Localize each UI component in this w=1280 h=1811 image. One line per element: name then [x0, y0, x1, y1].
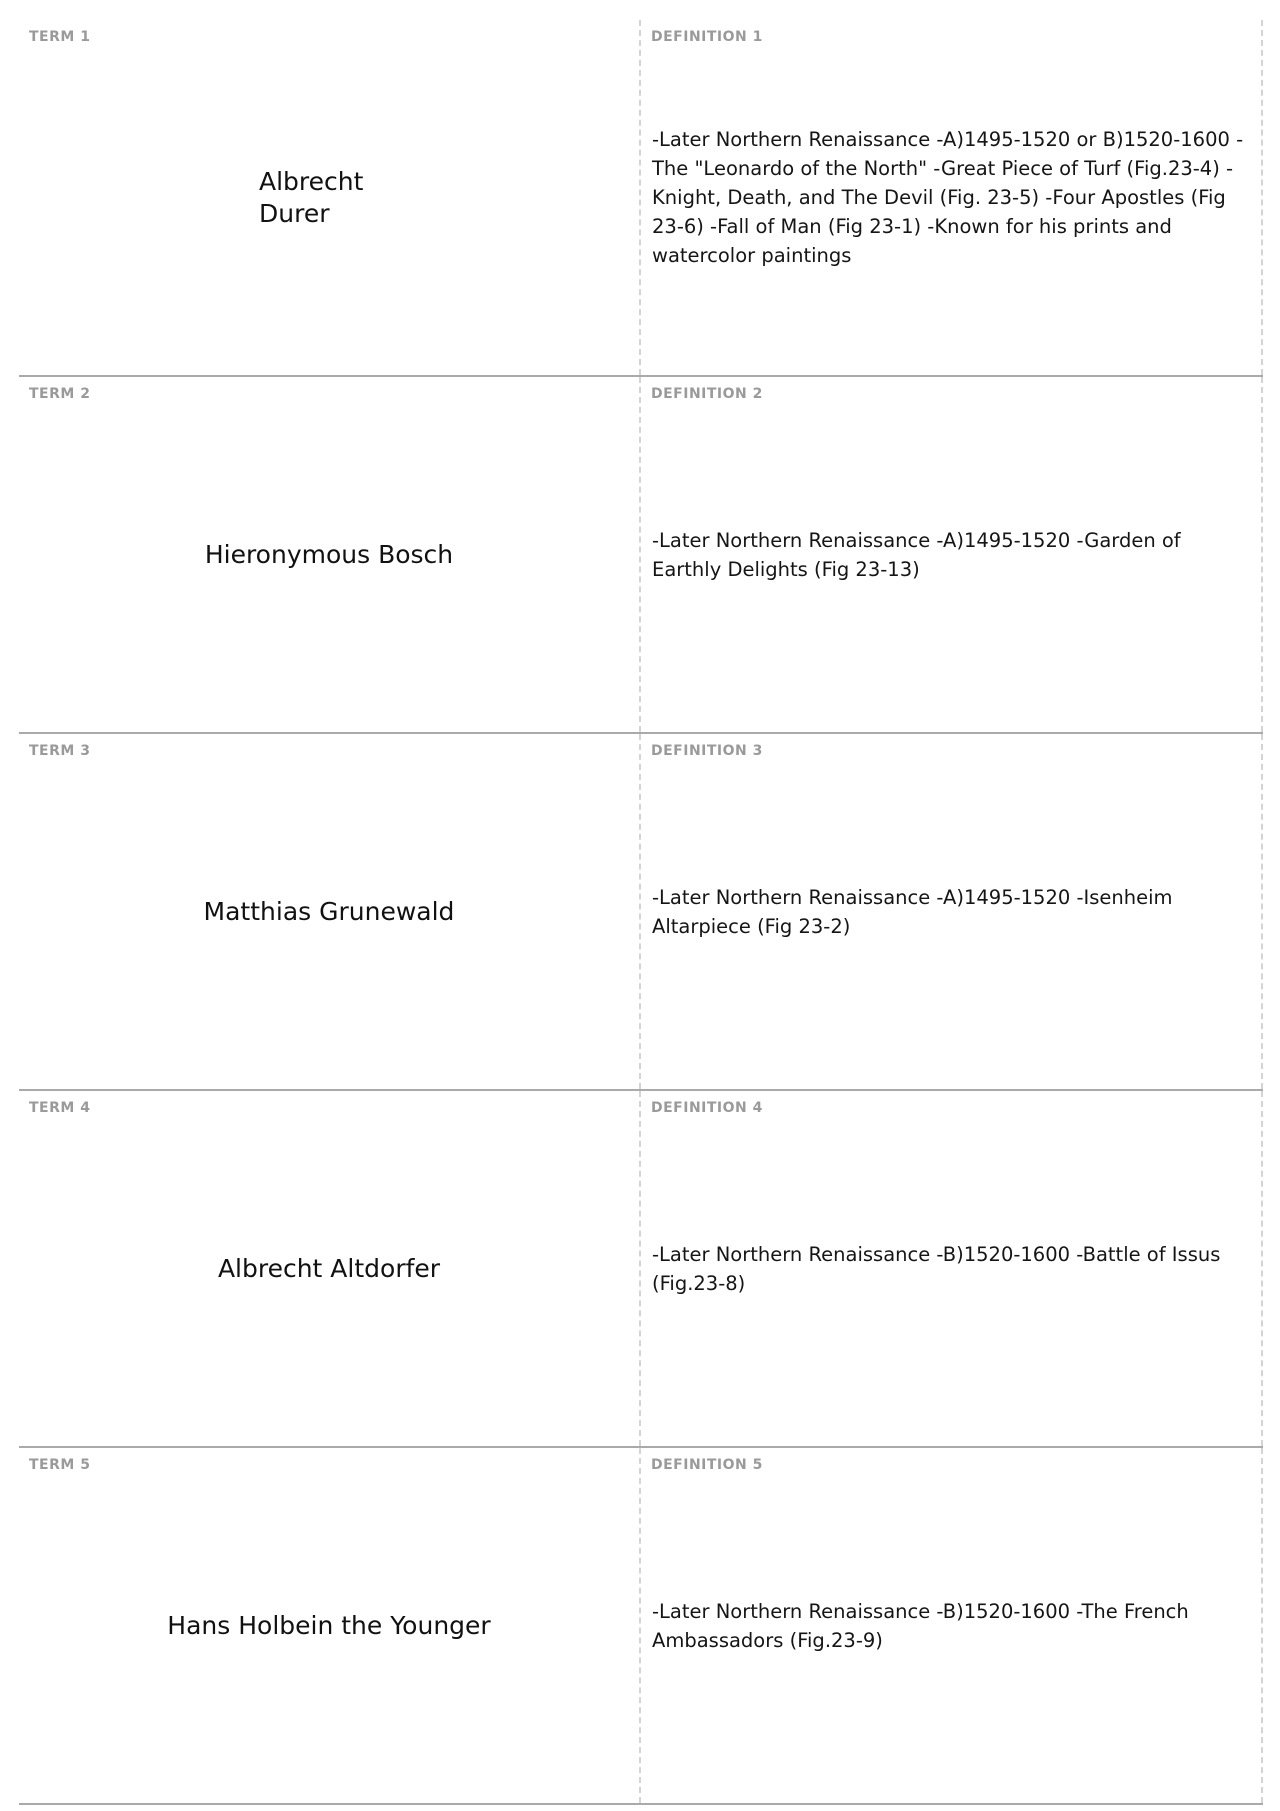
- flashcard-1: [19, 20, 1263, 377]
- definition-label: DEFINITION 1: [651, 29, 763, 45]
- definition-text: -Later Northern Renaissance -A)1495-1520 -Isenheim Altarpiece (Fig 23-2): [652, 885, 1173, 938]
- definition-text: -Later Northern Renaissance -B)1520-1600 -The French Ambassadors (Fig.23-9): [652, 1599, 1189, 1652]
- definition-cell-3: [641, 734, 1263, 1089]
- term-text: Albrecht Altdorfer: [217, 1253, 441, 1283]
- definition-text-wrapper: [641, 734, 1261, 1089]
- term-text: Hans Holbein the Younger: [167, 1610, 491, 1640]
- term-text: Matthias Grunewald: [203, 896, 455, 926]
- flashcard-sheet: [19, 20, 1263, 1805]
- definition-text: -Later Northern Renaissance -A)1495-1520 -Garden of Earthly Delights (Fig 23-13): [652, 528, 1181, 581]
- definition-text-wrapper: [641, 20, 1261, 375]
- flashcard-3: [19, 734, 1263, 1091]
- flashcard-4: [19, 1091, 1263, 1448]
- definition-cell-4: [641, 1091, 1263, 1446]
- definition-text-wrapper: [641, 377, 1261, 732]
- definition-text-wrapper: [641, 1091, 1261, 1446]
- term-text: Hieronymous Bosch: [204, 539, 454, 569]
- term-text-wrapper: [19, 20, 639, 375]
- definition-text: -Later Northern Renaissance -B)1520-1600 -Battle of Issus (Fig.23-8): [652, 1242, 1221, 1295]
- definition-label: DEFINITION 4: [651, 1100, 763, 1116]
- term-label: TERM 2: [29, 386, 91, 402]
- definition-cell-2: [641, 377, 1263, 732]
- term-cell-3: [19, 734, 641, 1089]
- definition-cell-1: [641, 20, 1263, 375]
- definition-text-wrapper: [641, 1448, 1261, 1803]
- term-text-wrapper: [19, 734, 639, 1089]
- term-text-wrapper: [19, 1448, 639, 1803]
- flashcard-5: [19, 1448, 1263, 1805]
- term-label: TERM 1: [29, 29, 91, 45]
- definition-label: DEFINITION 5: [651, 1457, 763, 1473]
- definition-label: DEFINITION 3: [651, 743, 763, 759]
- definition-cell-5: [641, 1448, 1263, 1803]
- definition-text: -Later Northern Renaissance -A)1495-1520 or B)1520-1600 -The "Leonardo of the North" -Great Piece of Turf (Fig.23-4) -Knight, Death, and The Devil (Fig. 23-5) -Four Apostles (Fig 23-6) -Fall of Man (Fig 23-1) -Known for his prints and watercolor paintings: [652, 128, 1244, 267]
- term-text: Albrecht Durer: [259, 166, 364, 228]
- term-cell-5: [19, 1448, 641, 1803]
- term-label: TERM 4: [29, 1100, 91, 1116]
- term-cell-4: [19, 1091, 641, 1446]
- term-cell-2: [19, 377, 641, 732]
- flashcard-2: [19, 377, 1263, 734]
- term-cell-1: [19, 20, 641, 375]
- term-text-wrapper: [19, 1091, 639, 1446]
- term-text-wrapper: [19, 377, 639, 732]
- definition-label: DEFINITION 2: [651, 386, 763, 402]
- term-label: TERM 5: [29, 1457, 91, 1473]
- term-label: TERM 3: [29, 743, 91, 759]
